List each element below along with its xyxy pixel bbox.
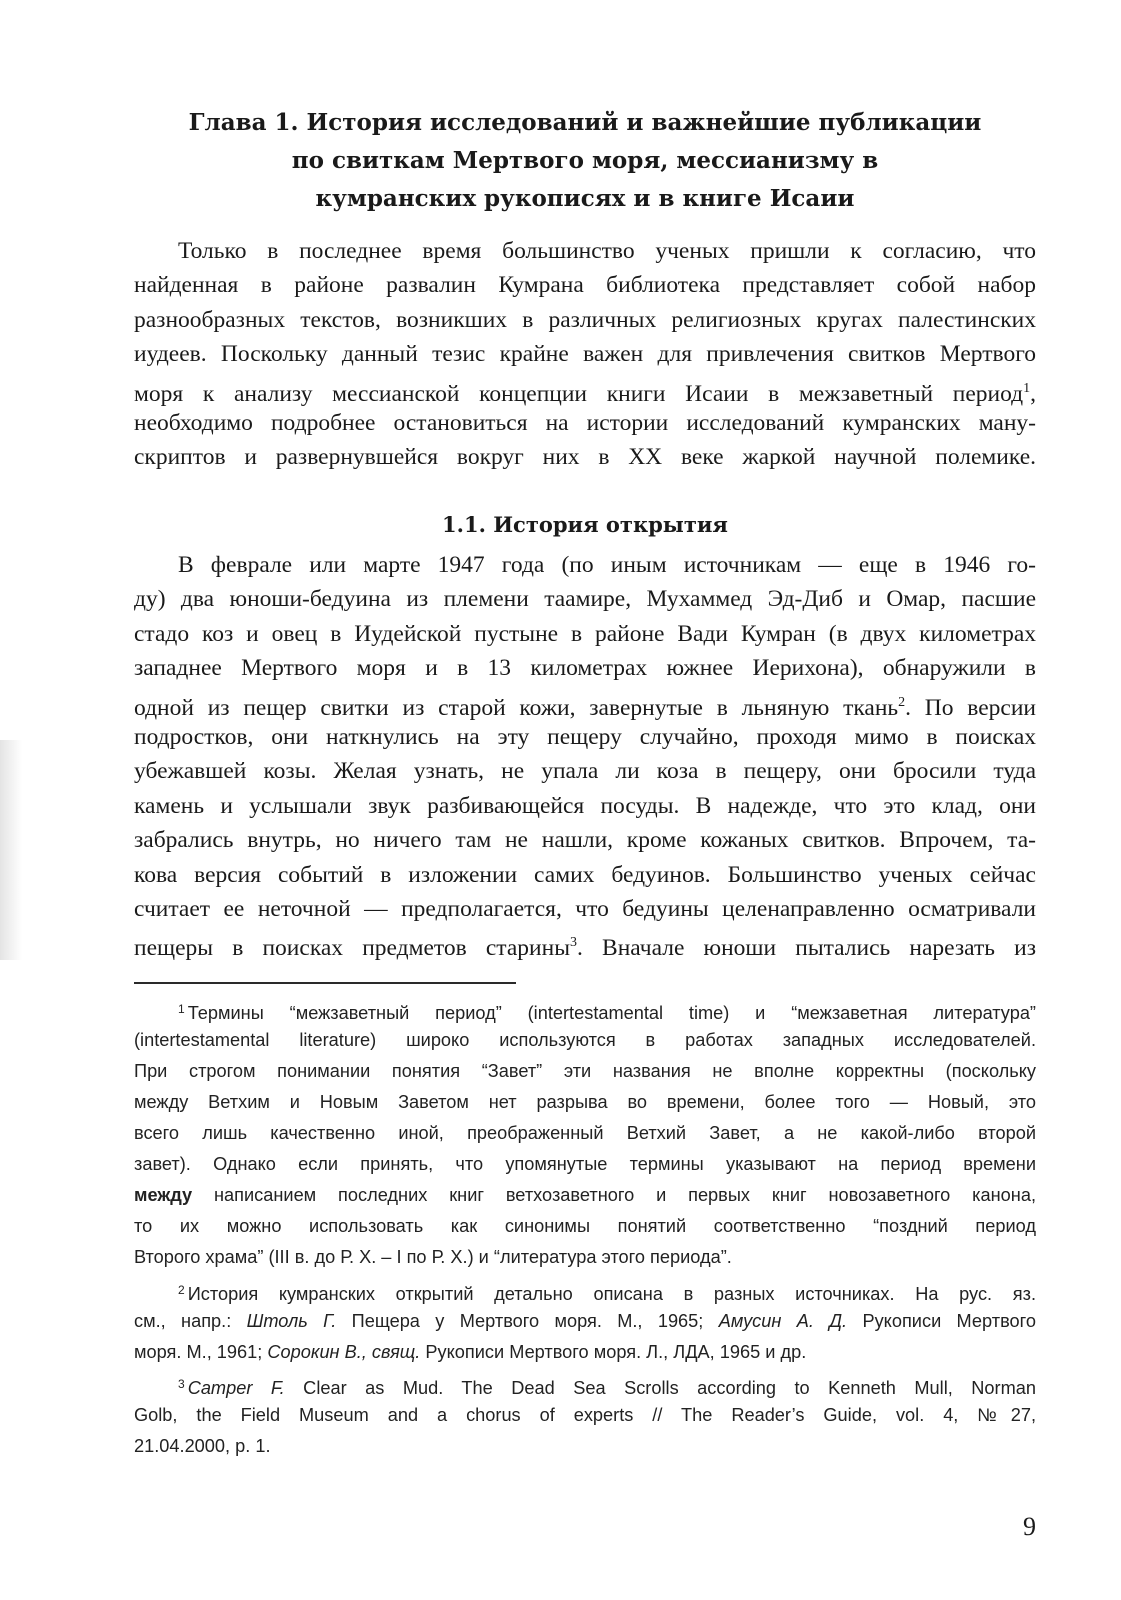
text-line: убежавшей козы. Желая узнать, не упала ли коза в пещеру, они бросили туда [134,758,1036,785]
footnote-line: Golb, the Field Museum and a chorus of experts // The Reader’s Guide, vol. 4, №27, [134,1405,1036,1425]
text-fragment: написанием последних книг ветхозаветного и первых книг новозаветного канона, [213,1185,1037,1205]
text-line: моря к анализу мессианской концепции книги Исаии в межзаветный период$^1$, [134,380,1036,407]
footnote-line: 21.04.2000, p. 1. [134,1436,271,1456]
text-fragment: Clear as Mud. The Dead Sea Scrolls according to Kenneth Mull, Norman [284,1378,1036,1398]
text-fragment: Пещера у Мертвого моря. М., 1965; [336,1311,719,1331]
text-line: найденная в районе развалин Кумрана библиотека представляет собой набор [134,272,1036,299]
footnote-line [134,994,1036,1025]
text-fragment: Вначале юноши пытались нарезать из [602,935,1036,962]
text-fragment: Рукописи Мертвого моря. Л., ЛДА, 1965 и др. [420,1342,807,1362]
text-line: иудеев. Поскольку данный тезис крайне важен для привлечения свитков Мертвого [134,341,1036,368]
footnote-line [134,1337,1036,1368]
discovery-paragraph [134,548,1036,961]
footnote-number: 3 [178,1377,185,1391]
author-name: Camper F. [187,1378,285,1398]
intro-paragraph [134,234,1036,475]
text-fragment: . [577,935,583,962]
text-line: В феврале или марте 1947 года (по иным источникам — еще в 1946 го- [178,552,1036,578]
text-line: необходимо подробнее остановиться на истории исследований кумранских ману- [134,409,1036,436]
author-name: Сорокин В., свящ. [267,1342,421,1362]
text-line: камень и услышали звук разбивающейся посуды. В надежде, что это клад, они [134,792,1036,819]
text-line: подростков, они наткнулись на эту пещеру случайно, проходя мимо в поисках [134,723,1036,750]
footnote-line: завет). Однако если принять, что упомянутые термины указывают на период времени [134,1154,1036,1174]
footnote-separator [134,982,516,984]
footnote-1 [134,994,1036,1273]
chapter-title-line: кумранских рукописях и в книге Исаии [315,185,855,212]
footnote-line: При строгом понимании понятия “Завет” эти названия не вполне корректны (поскольку [134,1061,1036,1081]
text-fragment: пещеры в поисках предметов старины [134,935,570,962]
scan-edge-shadow [0,740,22,960]
text-line: забрались внутрь, но ничего там не нашли, кроме кожаных свитков. Впрочем, та- [134,827,1036,854]
text-line [134,686,1036,720]
footnote-line: Второго храма” (III в. до Р. Х. – I по Р. Х.) и “литература этого периода”. [134,1247,732,1267]
footnote-line: всего лишь качественно иной, преображенный Ветхий Завет, а не какой-либо второй [134,1123,1036,1143]
text-line: стадо коз и овец в Иудейской пустыне в районе Вади Кумран (в двух километрах [134,620,1036,647]
footnote-line [134,1306,1036,1337]
footnote-line [134,1369,1036,1400]
chapter-title-line: по свиткам Мертвого моря, мессианизму в [291,147,879,174]
footnote-3 [134,1369,1036,1462]
footnote-ref-3[interactable]: 3 [570,935,577,951]
text-fragment: моря к анализу мессианской концепции книги Исаии в межзаветный период [134,380,1024,407]
text-line: западнее Мертвого моря и в 13 километрах южнее Иерихона), обнаружили в [134,655,1036,682]
text-line [134,926,1036,960]
text-fragment: моря. М., 1961; [134,1342,268,1362]
text-line: разнообразных текстов, возникших в различных религиозных кругах палестинских [134,306,1036,333]
footnote-ref-2[interactable]: 2 [898,694,906,710]
footnote-number: 1 [178,1002,185,1016]
text-fragment: одной из пещер свитки из старой кожи, завернутые в льняную ткань [134,694,899,721]
section-title: 1.1. История открытия [442,512,728,537]
text-line: считает ее неточной — предполагается, что бедуины целенаправленно осматривали [134,895,1036,922]
text-line: кова версия событий в изложении самих бедуинов. Большинство ученых сейчас [134,861,1036,888]
footnote-number: 2 [178,1283,185,1297]
text-fragment: Рукописи Мертвого [847,1311,1036,1331]
chapter-title [140,104,1030,218]
footnote-line [134,1275,1036,1306]
footnote-line: то их можно использовать как синонимы понятий соответственно “поздний период [134,1216,1036,1236]
text-fragment: . По версии [905,694,1036,721]
chapter-title-line: Глава 1. История исследований и важнейшие публикации [188,109,982,136]
text-line: скриптов и развернувшейся вокруг них в XX веке жаркой научной полемике. [134,444,1036,471]
author-name: Амусин А. Д. [718,1311,848,1331]
footnote-2 [134,1275,1036,1368]
footnote-ref-1[interactable]: 1 [1023,380,1031,396]
text-fragment: История кумранских открытий детально описана в разных источниках. На рус. яз. [187,1284,1036,1304]
footnote-line [134,1180,1036,1211]
author-name: Штоль Г. [246,1311,337,1331]
bold-word: между [134,1185,193,1205]
text-fragment: см., напр.: [134,1311,247,1331]
page-number: 9 [1023,1512,1036,1541]
text-fragment: Термины “межзаветный период” (intertestamental time) и “межзаветная литература” [187,1003,1036,1023]
footnote-line: между Ветхим и Новым Заветом нет разрыва во времени, более того — Новый, это [134,1092,1036,1112]
text-line: Только в последнее время большинство ученых пришли к согласию, что [178,238,1036,264]
footnote-line: (intertestamental literature) широко используются в работах западных исследователей. [134,1030,1036,1050]
text-line: ду) два юноши-бедуина из племени таамире, Мухаммед Эд-Диб и Омар, пасшие [134,586,1036,613]
